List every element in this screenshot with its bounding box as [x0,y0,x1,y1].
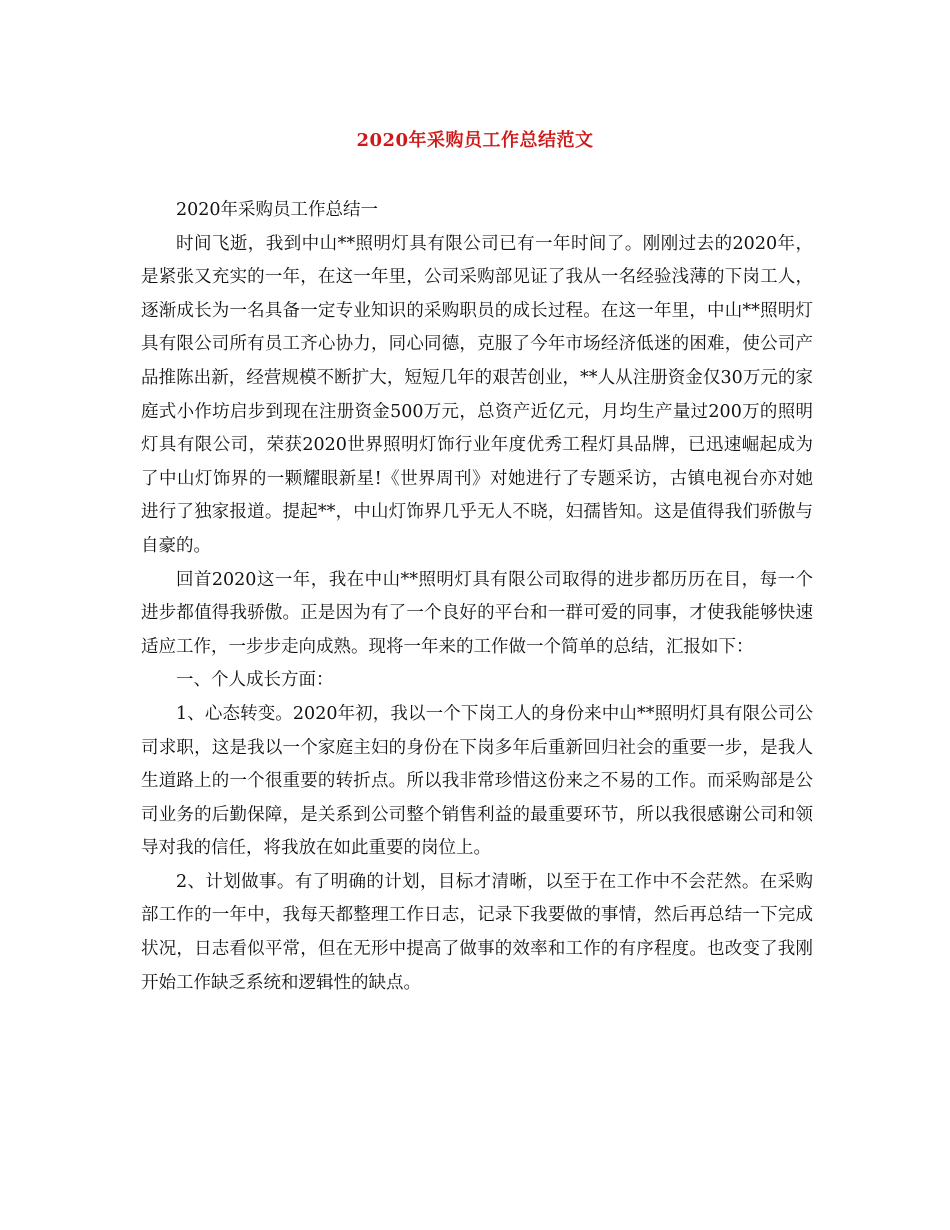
body-paragraph: 时间飞逝，我到中山**照明灯具有限公司已有一年时间了。刚刚过去的2020年，是紧张又充实的一年，在这一年里，公司采购部见证了我从一名经验浅薄的下岗工人，逐渐成长为一名具备一定专业知识的采购职员的成长过程。在这一年里，中山**照明灯具有限公司所有员工齐心协力，同心同德，克服了今年市场经济低迷的困难，使公司产品推陈出新，经营规模不断扩大，短短几年的艰苦创业，**人从注册资金仅30万元的家庭式小作坊启步到现在注册资金500万元，总资产近亿元，月均生产量过200万的照明灯具有限公司，荣获2020世界照明灯饰行业年度优秀工程灯具品牌，已迅速崛起成为了中山灯饰界的一颗耀眼新星!《世界周刊》对她进行了专题采访，古镇电视台亦对她进行了独家报道。提起**，中山灯饰界几乎无人不晓，妇孺皆知。这是值得我们骄傲与自豪的。 [141,233,813,556]
body-paragraph: 1、心态转变。2020年初，我以一个下岗工人的身份来中山**照明灯具有限公司公司求职，这是我以一个家庭主妇的身份在下岗多年后重新回归社会的重要一步，是我人生道路上的一个很重要的转折点。所以我非常珍惜这份来之不易的工作。而采购部是公司业务的后勤保障，是关系到公司整个销售利益的最重要环节，所以我很感谢公司和领导对我的信任，将我放在如此重要的岗位上。 [141,703,813,859]
document-body [141,194,813,1000]
body-paragraph: 2、计划做事。有了明确的计划，目标才清晰，以至于在工作中不会茫然。在采购部工作的一年中，我每天都整理工作日志，记录下我要做的事情，然后再总结一下完成状况，日志看似平常，但在无形中提高了做事的效率和工作的有序程度。也改变了我刚开始工作缺乏系统和逻辑性的缺点。 [141,871,813,993]
section-heading: 一、个人成长方面： [176,670,334,691]
body-paragraph: 回首2020这一年，我在中山**照明灯具有限公司取得的进步都历历在目，每一个进步都值得我骄傲。正是因为有了一个良好的平台和一群可爱的同事，才使我能够快速适应工作，一步步走向成熟。现将一年来的工作做一个简单的总结，汇报如下： [141,569,813,657]
document-title: 2020年采购员工作总结范文 [356,130,594,151]
subtitle-paragraph: 2020年采购员工作总结一 [176,200,379,220]
